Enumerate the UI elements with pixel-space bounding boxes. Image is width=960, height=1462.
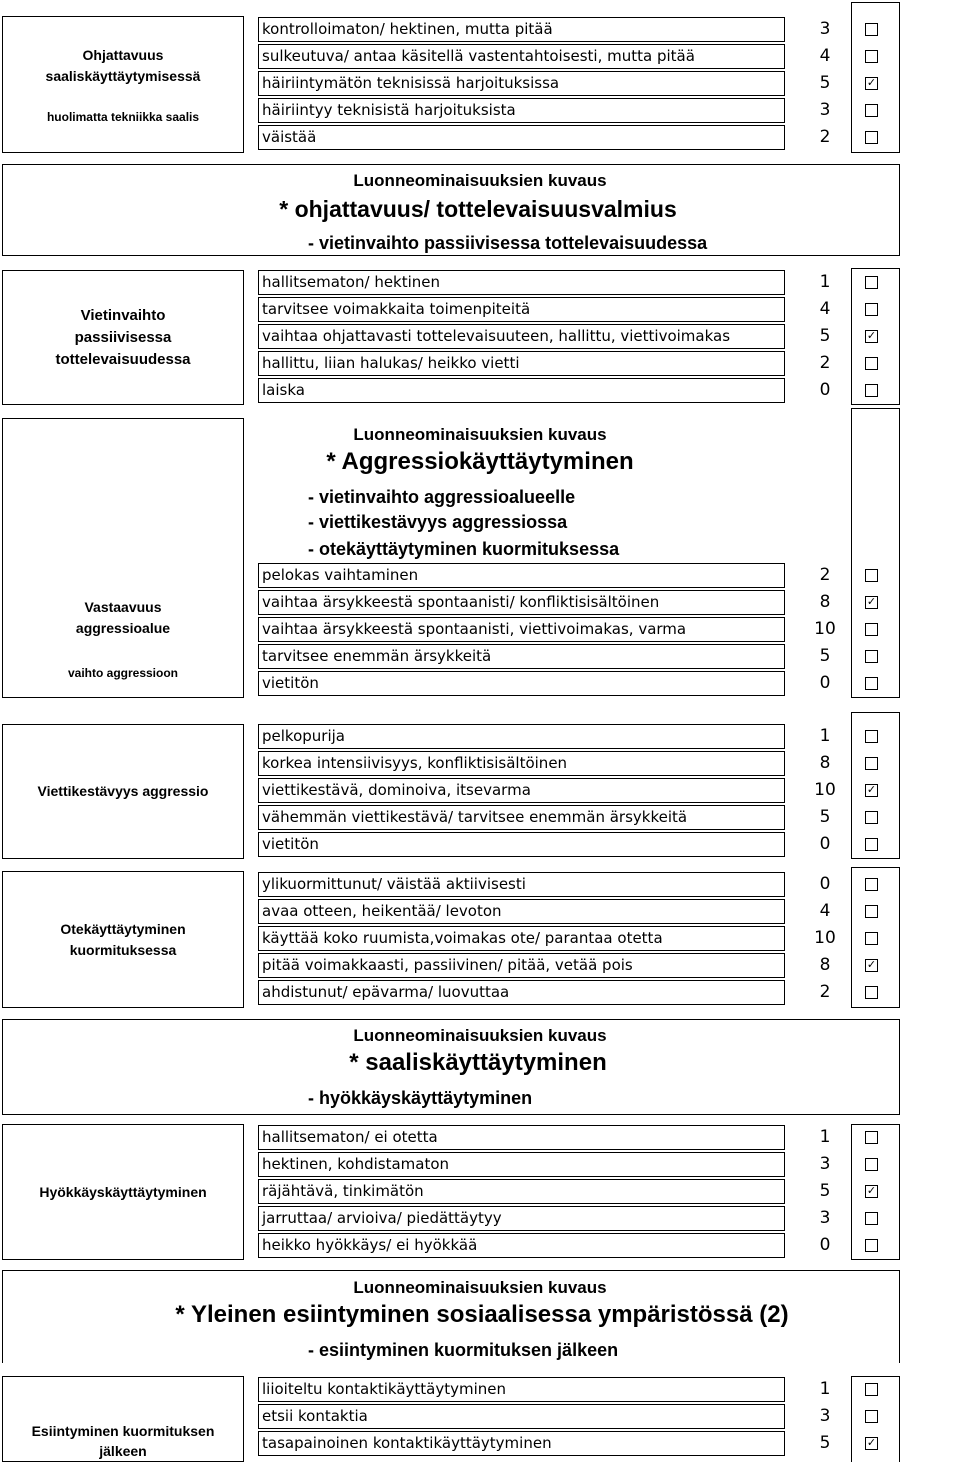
section-label-sub: huolimatta tekniikka saalis [46,109,200,124]
checkbox[interactable] [865,1212,878,1225]
option-text: pitää voimakkaasti, passiivinen/ pitää, vetää pois [258,953,785,978]
option-text: tarvitsee voimakkaita toimenpiteitä [258,297,785,322]
checkbox[interactable] [865,303,878,316]
option-score: 5 [819,1433,831,1453]
option-score: 0 [819,1235,831,1255]
option-score: 8 [819,753,831,773]
description-heading: Luonneominaisuuksien kuvaus [353,171,607,190]
section-label-main: Otekäyttäytyminen kuormituksessa [60,920,186,958]
option-row [258,750,900,777]
checkbox[interactable] [865,357,878,370]
description-title: * Yleinen esiintyminen sosiaalisessa ympäristössä (2) [175,1301,789,1328]
option-score: 5 [819,326,831,346]
section-label-main: Ohjattavuus saaliskäyttäytymisessä [45,46,201,84]
option-score: 8 [819,592,831,612]
option-text: heikko hyökkäys/ ei hyökkää [258,1233,785,1258]
checkbox[interactable] [865,677,878,690]
option-row [258,1178,900,1205]
option-text: vietitön [258,671,785,696]
section-label-esiintyminen [2,1376,244,1462]
section-label-main: Hyökkäyskäyttäytyminen [39,1183,207,1200]
checkbox[interactable] [865,905,878,918]
option-score: 0 [819,834,831,854]
option-score: 4 [819,46,831,66]
option-score: 0 [819,380,831,400]
option-text: pelokas vaihtaminen [258,563,785,588]
option-score: 1 [819,1127,831,1147]
option-score: 4 [819,299,831,319]
option-text: ylikuormittunut/ väistää aktiivisesti [258,872,785,897]
option-text: häiriintymätön teknisissä harjoituksissa [258,71,785,96]
option-row [258,1403,900,1430]
option-score: 3 [819,1208,831,1228]
checked-checkbox[interactable] [865,1185,878,1198]
option-text: hallitsematon/ ei otetta [258,1125,785,1150]
option-row [258,269,900,296]
checked-checkbox[interactable] [865,596,878,609]
checked-checkbox[interactable] [865,77,878,90]
option-score: 3 [819,1406,831,1426]
option-row [258,804,900,831]
option-text: viettikestävä, dominoiva, itsevarma [258,778,785,803]
option-row [258,1430,900,1457]
checkbox[interactable] [865,878,878,891]
description-heading: Luonneominaisuuksien kuvaus [353,425,607,444]
option-score: 2 [819,127,831,147]
option-score: 10 [814,780,836,800]
section-label-sub: vaihto aggressioon [67,666,179,680]
option-row [258,323,900,350]
option-score: 1 [819,272,831,292]
option-row [258,1376,900,1403]
option-text: käyttää koko ruumista,voimakas ote/ parantaa otetta [258,926,785,951]
description-heading: Luonneominaisuuksien kuvaus [353,1278,607,1297]
option-text: hektinen, kohdistamaton [258,1152,785,1177]
description-sub: - otekäyttäytyminen kuormituksessa [308,539,620,559]
description-sub: - viettikestävyys aggressiossa [308,512,568,532]
option-text: laiska [258,378,785,403]
checkbox[interactable] [865,1383,878,1396]
description-sub: - vietinvaihto aggressioalueelle [308,487,576,507]
option-text: väistää [258,125,785,150]
option-row [258,1124,900,1151]
option-score: 10 [814,619,836,639]
checkbox[interactable] [865,384,878,397]
option-text: liioiteltu kontaktikäyttäytyminen [258,1377,785,1402]
option-text: jarruttaa/ arvioiva/ piedättäytyy [258,1206,785,1231]
option-score: 3 [819,100,831,120]
option-text: tasapainoinen kontaktikäyttäytyminen [258,1431,785,1456]
option-text: ahdistunut/ epävarma/ luovuttaa [258,980,785,1005]
option-text: häiriintyy teknisistä harjoituksista [258,98,785,123]
description-sub: - hyökkäyskäyttäytyminen [308,1088,533,1108]
option-score: 2 [819,353,831,373]
checkbox[interactable] [865,1158,878,1171]
option-score: 1 [819,726,831,746]
option-score: 2 [819,982,831,1002]
section-label-vastaavuus [2,418,244,698]
checkbox[interactable] [865,23,878,36]
section-label-ohjattavuus [2,16,244,153]
section-label-hyokkays [2,1124,244,1260]
description-title: * Aggressiokäyttäytyminen [326,448,634,475]
option-row [258,43,900,70]
option-text: pelkopurija [258,724,785,749]
option-text: räjähtävä, tinkimätön [258,1179,785,1204]
option-text: etsii kontaktia [258,1404,785,1429]
option-text: korkea intensiivisyys, konfliktisisältöinen [258,751,785,776]
checkbox[interactable] [865,1410,878,1423]
option-text: vähemmän viettikestävä/ tarvitsee enemmän ärsykkeitä [258,805,785,830]
checkbox[interactable] [865,50,878,63]
option-row [258,777,900,804]
checked-checkbox[interactable] [865,959,878,972]
checkbox[interactable] [865,838,878,851]
checkbox[interactable] [865,131,878,144]
option-row [258,97,900,124]
option-score: 8 [819,955,831,975]
section-label-main: Vastaavuus aggressioalue [75,599,171,636]
option-score: 5 [819,807,831,827]
option-text: vaihtaa ohjattavasti tottelevaisuuteen, hallittu, viettivoimakas [258,324,785,349]
option-score: 5 [819,73,831,93]
option-text: hallitsematon/ hektinen [258,270,785,295]
checked-checkbox[interactable] [865,784,878,797]
option-row [258,589,900,616]
option-row [258,979,900,1006]
option-text: sulkeutuva/ antaa käsitellä vastentahtoisesti, mutta pitää [258,44,785,69]
option-row [258,831,900,858]
option-text: tarvitsee enemmän ärsykkeitä [258,644,785,669]
checkbox[interactable] [865,623,878,636]
checkbox[interactable] [865,104,878,117]
option-score: 0 [819,874,831,894]
option-text: vietitön [258,832,785,857]
option-row [258,898,900,925]
checkbox[interactable] [865,730,878,743]
option-row [258,952,900,979]
checkbox[interactable] [865,986,878,999]
checkbox[interactable] [865,932,878,945]
option-row [258,643,900,670]
checkmark-icon: ✓ [866,1437,877,1449]
description-title: * saaliskäyttäytyminen [349,1049,607,1076]
section-label-otekayttaytyminen [2,871,244,1008]
option-row [258,124,900,151]
section-label-main: Viettikestävyys aggressio [37,783,209,799]
option-text: hallittu, liian halukas/ heikko vietti [258,351,785,376]
option-row [258,670,900,697]
option-score: 1 [819,1379,831,1399]
option-score: 0 [819,673,831,693]
option-row [258,925,900,952]
checkmark-icon: ✓ [866,784,877,796]
section-label-vietinvaihto [2,270,244,405]
option-text: vaihtaa ärsykkeestä spontaanisti, viettivoimakas, varma [258,617,785,642]
option-text: avaa otteen, heikentää/ levoton [258,899,785,924]
description-title: * ohjattavuus/ tottelevaisuusvalmius [279,196,677,222]
option-row [258,350,900,377]
checkbox[interactable] [865,1131,878,1144]
checkmark-icon: ✓ [866,596,877,608]
checked-checkbox[interactable] [865,330,878,343]
option-score: 3 [819,19,831,39]
checkmark-icon: ✓ [866,330,877,342]
option-score: 10 [814,928,836,948]
section-label-main: Esiintyminen kuormituksen jälkeen [31,1423,215,1459]
option-row [258,562,900,589]
option-row [258,1205,900,1232]
option-row [258,296,900,323]
option-row [258,377,900,404]
option-row [258,871,900,898]
description-heading: Luonneominaisuuksien kuvaus [353,1026,607,1045]
checkbox[interactable] [865,650,878,663]
checkbox[interactable] [865,1239,878,1252]
option-row [258,70,900,97]
checkmark-icon: ✓ [866,959,877,971]
checkmark-icon: ✓ [866,1185,877,1197]
checkbox[interactable] [865,276,878,289]
option-row [258,1151,900,1178]
option-text: vaihtaa ärsykkeestä spontaanisti/ konfliktisisältöinen [258,590,785,615]
option-score: 4 [819,901,831,921]
option-score: 2 [819,565,831,585]
section-label-main: Vietinvaihto passiivisessa tottelevaisuudessa [55,306,191,368]
option-text: kontrolloimaton/ hektinen, mutta pitää [258,17,785,42]
description-sub: - vietinvaihto passiivisessa tottelevaisuudessa [308,233,708,253]
section-label-viettikestavyys [2,724,244,859]
option-score: 5 [819,1181,831,1201]
checkmark-icon: ✓ [866,77,877,89]
description-sub: - esiintyminen kuormituksen jälkeen [308,1340,619,1360]
option-row [258,1232,900,1259]
option-row [258,16,900,43]
option-row [258,723,900,750]
checkbox[interactable] [865,569,878,582]
checked-checkbox[interactable] [865,1437,878,1450]
option-score: 3 [819,1154,831,1174]
checkbox[interactable] [865,811,878,824]
option-score: 5 [819,646,831,666]
checkbox[interactable] [865,757,878,770]
option-row [258,616,900,643]
